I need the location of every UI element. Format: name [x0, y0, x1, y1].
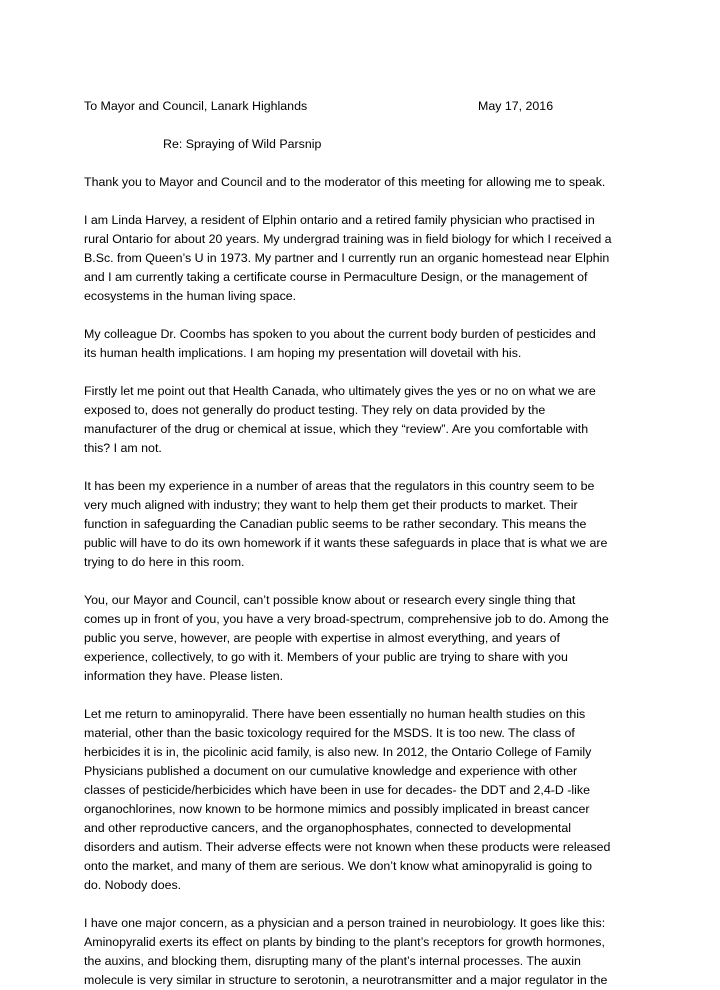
text-line: Aminopyralid exerts its effect on plants by binding to the plant’s receptors for growth hormones, [84, 935, 605, 949]
text-line: I have one major concern, as a physician and a person trained in neurobiology. It goes like this: [84, 916, 606, 930]
text-line: onto the market, and many of them are serious. We don’t know what aminopyralid is going to [84, 859, 593, 873]
text-line: and I am currently taking a certificate course in Permaculture Design, or the management of [84, 270, 588, 284]
text-line: ecosystems in the human living space. [84, 289, 297, 303]
text-line: public will have to do its own homework if it wants these safeguards in place that is what we are [84, 536, 608, 550]
text-line: disorders and autism. Their adverse effects were not known when these products were released [84, 840, 611, 854]
text-line: Let me return to aminopyralid. There have been essentially no human health studies on this [84, 707, 586, 721]
text-line: herbicides it is in, the picolinic acid family, is also new. In 2012, the Ontario College of Family [84, 745, 592, 759]
text-line: exposed to, does not generally do product testing. They rely on data provided by the [84, 403, 546, 417]
letter-date: May 17, 2016 [478, 99, 554, 113]
paragraph [84, 325, 644, 363]
letter-header [84, 97, 644, 116]
text-line: its human health implications. I am hoping my presentation will dovetail with his. [84, 346, 522, 360]
text-line: rural Ontario for about 20 years. My undergrad training was in field biology for which I received a [84, 232, 612, 246]
text-line: comes up in front of you, you have a very broad-spectrum, comprehensive job to do. Among the [84, 612, 609, 626]
paragraph [84, 914, 644, 990]
text-line: Thank you to Mayor and Council and to the moderator of this meeting for allowing me to speak. [84, 175, 606, 189]
paragraph [84, 705, 644, 895]
text-line: manufacturer of the drug or chemical at issue, which they “review”. Are you comfortable with [84, 422, 589, 436]
text-line: It has been my experience in a number of areas that the regulators in this country seem to be [84, 479, 595, 493]
paragraph [84, 382, 644, 458]
text-line: function in safeguarding the Canadian public seems to be rather secondary. This means the [84, 517, 587, 531]
paragraph [84, 173, 644, 192]
text-line: experience, collectively, to go with it. Members of your public are trying to share with you [84, 650, 568, 664]
paragraph [84, 591, 644, 686]
paragraph [84, 477, 644, 572]
text-line: organochlorines, now known to be hormone mimics and possibly implicated in breast cancer [84, 802, 590, 816]
text-line: public you serve, however, are people with expertise in almost everything, and years of [84, 631, 560, 645]
text-line: Physicians published a document on our cumulative knowledge and experience with other [84, 764, 578, 778]
text-line: I am Linda Harvey, a resident of Elphin ontario and a retired family physician who practised in [84, 213, 595, 227]
text-line: very much aligned with industry; they want to help them get their products to market. Their [84, 498, 578, 512]
subject-line: Re: Spraying of Wild Parsnip [163, 137, 322, 151]
paragraph [84, 211, 644, 306]
text-line: do. Nobody does. [84, 878, 182, 892]
text-line: the auxins, and blocking them, disrupting many of the plant’s internal processes. The auxin [84, 954, 581, 968]
text-line: information they have. Please listen. [84, 669, 284, 683]
text-line: classes of pesticide/herbicides which have been in use for decades- the DDT and 2,4-D -like [84, 783, 590, 797]
text-line: trying to do here in this room. [84, 555, 245, 569]
text-line: molecule is very similar in structure to serotonin, a neurotransmitter and a major regulator in the [84, 973, 608, 987]
text-line: this? I am not. [84, 441, 162, 455]
text-line: Firstly let me point out that Health Canada, who ultimately gives the yes or no on what we are [84, 384, 596, 398]
text-line: and other reproductive cancers, and the organophosphates, connected to developmental [84, 821, 572, 835]
paragraphs [84, 173, 644, 990]
text-line: My colleague Dr. Coombs has spoken to you about the current body burden of pesticides and [84, 327, 596, 341]
text-line: B.Sc. from Queen’s U in 1973. My partner and I currently run an organic homestead near Elphin [84, 251, 610, 265]
letter-body [84, 97, 644, 990]
recipient-line: To Mayor and Council, Lanark Highlands [84, 99, 308, 113]
text-line: You, our Mayor and Council, can’t possible know about or research every single thing that [84, 593, 576, 607]
text-line: material, other than the basic toxicology required for the MSDS. It is too new. The class of [84, 726, 575, 740]
